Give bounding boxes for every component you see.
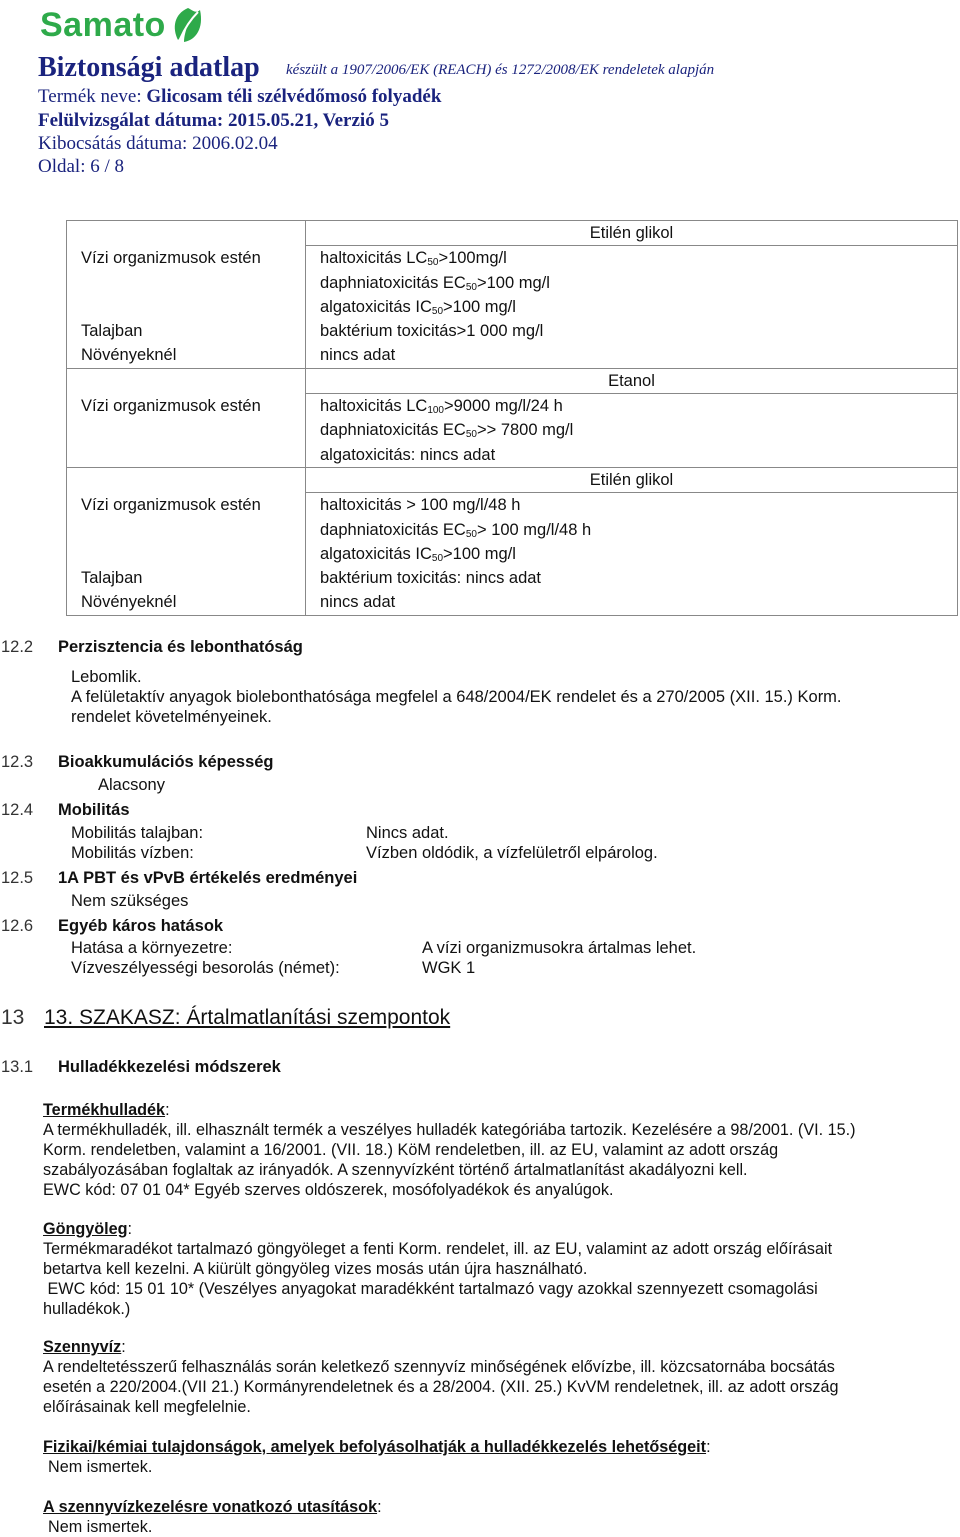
packaging-line: hulladékok.) bbox=[43, 1300, 131, 1318]
page-label: Oldal: bbox=[38, 156, 86, 177]
medium-label: Talajban bbox=[81, 321, 143, 340]
product-waste-line: A termékhulladék, ill. elhasznált termék a veszélyes hulladék kategóriába tartozik. Kezelésére a 98/2001. (VI. 15.) bbox=[43, 1121, 856, 1139]
toxicity-limit: > 100 mg/l/48 h bbox=[476, 520, 592, 539]
product-waste-line: szabályozásában foglaltak az irányadók. A szennyvízként történő ártalmatlanítást akadályozni kell. bbox=[43, 1161, 748, 1179]
mobility-water-value: Vízben oldódik, a vízfelületről elpárolog. bbox=[366, 844, 658, 862]
medium-label bbox=[67, 442, 305, 466]
section-12-6-title: Egyéb káros hatások bbox=[58, 917, 224, 935]
section-13-1-number: 13.1 bbox=[1, 1058, 34, 1076]
toxicity-subscript: 50 bbox=[465, 528, 477, 540]
packaging-block bbox=[43, 1219, 955, 1319]
toxicity-limit: >9000 mg/l/24 h bbox=[444, 397, 563, 416]
product-waste-ewc: EWC kód: 07 01 04* Egyéb szerves oldószerek, mosófolyadékok és anyalúgok. bbox=[43, 1181, 614, 1199]
toxicity-value bbox=[306, 566, 957, 590]
product-waste-line: Korm. rendeletben, valamint a 16/2001. (VII. 18.) KöM rendeletben, ill. az EU, valamint az adott ország bbox=[43, 1141, 779, 1159]
mobility-soil-label: Mobilitás talajban: bbox=[71, 824, 204, 842]
mobility-water-label: Mobilitás vízben: bbox=[71, 844, 194, 862]
section-12-4-title: Mobilitás bbox=[58, 801, 130, 819]
medium-label bbox=[67, 418, 305, 442]
toxicity-text: algatoxicitás IC bbox=[320, 297, 432, 316]
toxicity-text: daphniatoxicitás EC bbox=[320, 520, 466, 539]
medium-label: Növényeknél bbox=[81, 592, 177, 611]
section-12-3-title: Bioakkumulációs képesség bbox=[58, 753, 274, 771]
sewage-block bbox=[43, 1337, 955, 1417]
pbt-value: Nem szükséges bbox=[71, 892, 189, 910]
product-name-label: Termék neve: bbox=[38, 86, 142, 107]
label-colon: : bbox=[121, 1338, 126, 1356]
toxicity-text: haltoxicitás > 100 mg/l/48 h bbox=[320, 496, 521, 515]
label-colon: : bbox=[377, 1498, 382, 1516]
wgk-label: Vízveszélyességi besorolás (német): bbox=[71, 959, 340, 977]
medium-label bbox=[67, 270, 305, 294]
toxicity-subscript: 50 bbox=[431, 305, 444, 317]
section-13-number: 13 bbox=[1, 1006, 25, 1029]
sewage-line: esetén a 220/2004.(VII 21.) Kormányrendeletnek és a 28/2004. (XII. 25.) KvVM rendeletnek, ill. az adott ország bbox=[43, 1378, 839, 1396]
substance-heading: Etilén glikol bbox=[589, 470, 674, 489]
toxicity-subscript: 100 bbox=[427, 405, 444, 417]
toxicity-value bbox=[306, 443, 957, 467]
toxicity-limit: >100 mg/l bbox=[443, 297, 516, 316]
section-12-2-title: Perzisztencia és lebonthatóság bbox=[58, 638, 303, 656]
biodegradability-text-cont: rendelet követelményeinek. bbox=[71, 708, 272, 726]
table-heading-spacer bbox=[67, 221, 306, 246]
table-heading-spacer bbox=[67, 368, 306, 393]
toxicity-column bbox=[306, 493, 958, 615]
degradation-text: Lebomlik. bbox=[71, 668, 142, 686]
medium-column bbox=[67, 394, 306, 468]
label-colon: : bbox=[706, 1438, 711, 1456]
section-13-1-title: Hulladékkezelési módszerek bbox=[58, 1058, 281, 1076]
toxicity-text: nincs adat bbox=[320, 593, 396, 612]
revision-line: Felülvizsgálat dátuma: 2015.05.21, Verzió 5 bbox=[38, 110, 389, 131]
sewage-instructions-label: A szennyvízkezelésre vonatkozó utasítások bbox=[43, 1498, 378, 1516]
medium-label: Vízi organizmusok estén bbox=[81, 495, 261, 514]
toxicity-text: baktérium toxicitás>1 000 mg/l bbox=[320, 322, 544, 341]
medium-label: Talajban bbox=[81, 568, 143, 587]
section-12-3-number: 12.3 bbox=[1, 753, 34, 771]
biodegradability-text: A felületaktív anyagok biolebonthatósága megfelel a 648/2004/EK rendelet és a 270/2005 (XII. 15.) Korm. bbox=[71, 688, 842, 706]
toxicity-column bbox=[306, 394, 958, 468]
toxicity-text: baktérium toxicitás: nincs adat bbox=[320, 569, 542, 588]
wgk-value: WGK 1 bbox=[422, 959, 476, 977]
environment-effect-label: Hatása a környezetre: bbox=[71, 939, 233, 957]
document-title: Biztonsági adatlap bbox=[38, 52, 260, 83]
leaf-icon bbox=[170, 6, 206, 44]
toxicity-subscript: 50 bbox=[465, 429, 477, 441]
substance-heading: Etilén glikol bbox=[589, 224, 674, 242]
toxicity-text: nincs adat bbox=[320, 346, 396, 365]
toxicity-value bbox=[306, 343, 957, 367]
toxicity-subscript: 50 bbox=[465, 281, 477, 293]
issue-date: 2006.02.04 bbox=[192, 133, 278, 154]
physchem-block bbox=[43, 1437, 955, 1477]
medium-label: Vízi organizmusok estén bbox=[81, 248, 261, 267]
toxicity-value bbox=[306, 394, 957, 418]
section-12-5-number: 12.5 bbox=[1, 869, 34, 887]
packaging-line: Termékmaradékot tartalmazó göngyöleget a fenti Korm. rendelet, ill. az EU, valamint az adott ország előírásait bbox=[43, 1240, 833, 1258]
page-number-line bbox=[38, 156, 124, 178]
toxicity-column bbox=[306, 246, 958, 368]
sewage-line: A rendeltetésszerű felhasználás során keletkező szennyvíz minőségének elővízbe, ill. közcsatornába bocsátás bbox=[43, 1358, 835, 1376]
medium-label: Növényeknél bbox=[81, 345, 177, 364]
logo-text: Samato bbox=[40, 5, 166, 44]
toxicity-limit: >> 7800 mg/l bbox=[476, 421, 574, 440]
toxicity-value bbox=[306, 493, 957, 517]
product-name: Glicosam téli szélvédőmosó folyadék bbox=[146, 86, 442, 107]
packaging-ewc: EWC kód: 15 01 10* (Veszélyes anyagokat maradékként tartalmazó vagy azokkal szennyezett csomagolási bbox=[43, 1280, 818, 1298]
medium-column bbox=[67, 246, 306, 368]
toxicity-value bbox=[306, 295, 957, 319]
environment-effect-value: A vízi organizmusokra ártalmas lehet. bbox=[422, 939, 697, 957]
label-colon: : bbox=[165, 1101, 170, 1119]
medium-label: Vízi organizmusok estén bbox=[81, 396, 261, 415]
toxicity-limit: >100 mg/l bbox=[476, 273, 550, 292]
sewage-instructions-value: Nem ismertek. bbox=[48, 1518, 153, 1536]
bioaccumulation-value: Alacsony bbox=[98, 776, 165, 794]
section-13-title: 13. SZAKASZ: Ártalmatlanítási szempontok bbox=[44, 1006, 451, 1029]
substance-heading: Etanol bbox=[608, 371, 655, 390]
section-12-4-number: 12.4 bbox=[1, 801, 34, 819]
medium-column bbox=[67, 493, 306, 615]
toxicity-limit: >100mg/l bbox=[438, 249, 507, 268]
section-12-2-number: 12.2 bbox=[1, 638, 34, 656]
product-waste-block bbox=[43, 1100, 955, 1200]
section-12-5-title: 1A PBT és vPvB értékelés eredményei bbox=[58, 869, 358, 887]
physchem-value: Nem ismertek. bbox=[48, 1458, 153, 1476]
issue-date-line bbox=[38, 133, 278, 155]
sewage-label: Szennyvíz bbox=[43, 1338, 122, 1356]
physchem-label: Fizikai/kémiai tulajdonságok, amelyek befolyásolhatják a hulladékkezelés lehetőségeit bbox=[43, 1438, 707, 1456]
packaging-label: Göngyöleg bbox=[43, 1220, 128, 1238]
toxicity-subscript: 50 bbox=[427, 257, 439, 269]
toxicity-limit: >100 mg/l bbox=[443, 544, 516, 563]
ecotoxicity-table bbox=[66, 220, 958, 616]
packaging-line: betartva kell kezelni. A kiürült göngyöleg vizes mosás után újra használható. bbox=[43, 1260, 588, 1278]
toxicity-value bbox=[306, 518, 957, 542]
toxicity-text: haltoxicitás LC bbox=[320, 249, 428, 268]
page-number: 6 / 8 bbox=[90, 156, 125, 177]
mobility-soil-value: Nincs adat. bbox=[366, 824, 449, 842]
product-waste-label: Termékhulladék bbox=[43, 1101, 166, 1119]
toxicity-value bbox=[306, 319, 957, 343]
label-colon: : bbox=[127, 1220, 133, 1238]
medium-label bbox=[67, 517, 305, 541]
sewage-instructions-block bbox=[43, 1497, 955, 1537]
toxicity-text: daphniatoxicitás EC bbox=[320, 421, 466, 440]
sewage-line: előírásainak kell megfelelnie. bbox=[43, 1398, 251, 1416]
toxicity-text: haltoxicitás LC bbox=[320, 397, 428, 416]
toxicity-value bbox=[306, 542, 957, 566]
medium-label bbox=[67, 294, 305, 318]
section-12-6-number: 12.6 bbox=[1, 917, 34, 935]
document-subtitle: készült a 1907/2006/EK (REACH) és 1272/2008/EK rendeletek alapján bbox=[286, 62, 715, 78]
table-heading-spacer bbox=[67, 467, 306, 492]
samato-logo bbox=[40, 4, 206, 46]
toxicity-value bbox=[306, 271, 957, 295]
toxicity-subscript: 50 bbox=[431, 552, 444, 564]
toxicity-text: algatoxicitás: nincs adat bbox=[320, 445, 496, 464]
toxicity-value bbox=[306, 590, 957, 614]
issue-date-label: Kibocsátás dátuma: bbox=[38, 133, 188, 154]
medium-label bbox=[67, 541, 305, 565]
toxicity-value bbox=[306, 418, 957, 442]
toxicity-text: daphniatoxicitás EC bbox=[320, 273, 466, 292]
product-name-line bbox=[38, 86, 441, 108]
toxicity-value bbox=[306, 246, 957, 270]
toxicity-text: algatoxicitás IC bbox=[320, 544, 432, 563]
